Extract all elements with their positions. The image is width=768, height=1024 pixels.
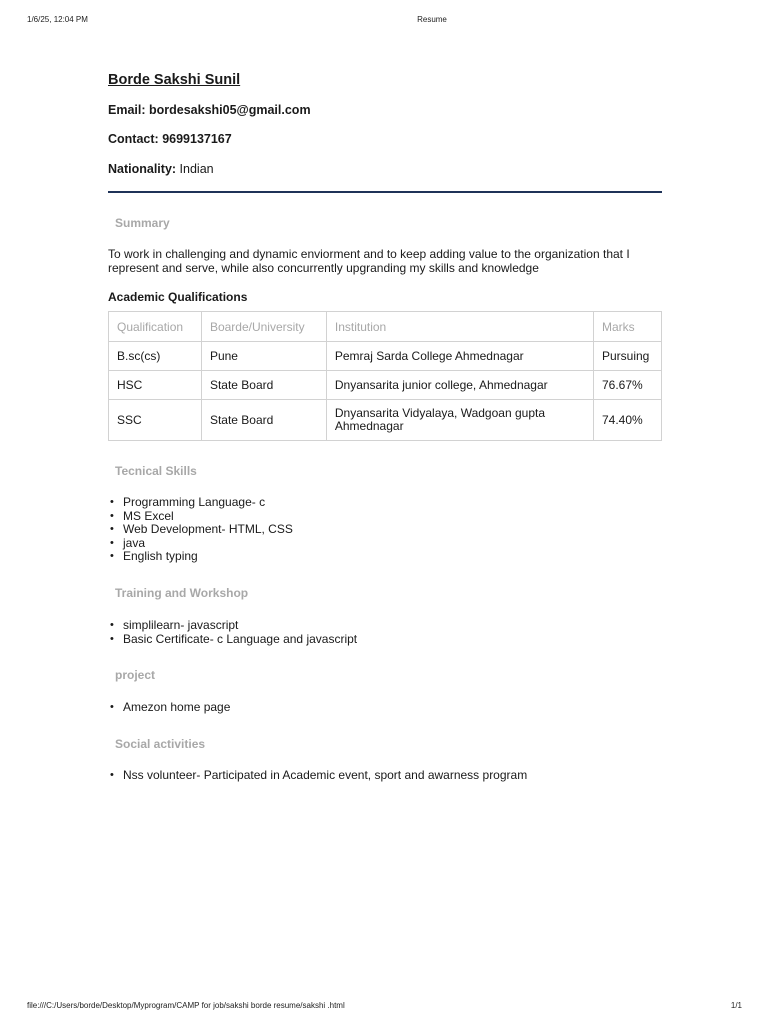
summary-text: To work in challenging and dynamic enviorment and to keep adding value to the organization that I represent and serve, while also concurrently upgranding my skills and knowledge bbox=[108, 247, 630, 275]
column-header: Institution bbox=[326, 312, 593, 342]
list-item: • MS Excel bbox=[123, 510, 293, 524]
table-cell: Pune bbox=[201, 342, 326, 371]
contact-label: Contact: bbox=[108, 132, 159, 146]
table-row bbox=[109, 400, 662, 441]
candidate-name: Borde Sakshi Sunil bbox=[108, 72, 241, 88]
print-header bbox=[0, 15, 768, 27]
nationality-value: Indian bbox=[179, 162, 214, 176]
list-item: • Programming Language- c bbox=[123, 496, 293, 510]
email-label: Email: bbox=[108, 103, 146, 117]
table-cell: Pursuing bbox=[593, 342, 661, 371]
table-header-row bbox=[109, 312, 662, 342]
contact-value: 9699137167 bbox=[162, 132, 232, 146]
print-date: 1/6/25, 12:04 PM bbox=[27, 15, 88, 24]
training-heading: Training and Workshop bbox=[115, 586, 249, 600]
email-value: bordesakshi05@gmail.com bbox=[149, 103, 311, 117]
file-path: file:///C:/Users/borde/Desktop/Myprogram/CAMP for job/sakshi borde resume/sakshi .html bbox=[27, 1001, 345, 1010]
project-heading: project bbox=[115, 668, 156, 682]
list-item: • simplilearn- javascript bbox=[123, 619, 357, 633]
page-count: 1/1 bbox=[730, 1001, 742, 1010]
table-cell: SSC bbox=[109, 400, 202, 441]
column-header: Marks bbox=[593, 312, 661, 342]
list-item: • English typing bbox=[123, 550, 293, 564]
print-title: Resume bbox=[417, 15, 447, 24]
list-item: • Basic Certificate- c Language and javascript bbox=[123, 633, 357, 647]
skills-heading: Tecnical Skills bbox=[115, 464, 197, 478]
summary-heading: Summary bbox=[115, 216, 170, 230]
email-line bbox=[108, 103, 311, 117]
table-cell: Pemraj Sarda College Ahmednagar bbox=[326, 342, 593, 371]
table-row bbox=[109, 342, 662, 371]
table-cell: B.sc(cs) bbox=[109, 342, 202, 371]
nationality-line bbox=[108, 162, 214, 176]
list-item: • Amezon home page bbox=[123, 701, 230, 715]
qualifications-table bbox=[108, 311, 662, 441]
table-cell: Dnyansarita Vidyalaya, Wadgoan gupta Ahmednagar bbox=[326, 400, 593, 441]
training-list bbox=[123, 619, 357, 646]
social-heading: Social activities bbox=[115, 737, 206, 751]
social-list bbox=[123, 769, 527, 783]
table-cell: 76.67% bbox=[593, 371, 661, 400]
table-cell: State Board bbox=[201, 371, 326, 400]
list-item: • java bbox=[123, 537, 293, 551]
list-item: • Web Development- HTML, CSS bbox=[123, 523, 293, 537]
project-list bbox=[123, 701, 230, 715]
column-header: Boarde/University bbox=[201, 312, 326, 342]
table-cell: 74.40% bbox=[593, 400, 661, 441]
list-item: • Nss volunteer- Participated in Academic event, sport and awarness program bbox=[123, 769, 527, 783]
table-cell: HSC bbox=[109, 371, 202, 400]
nationality-label: Nationality: bbox=[108, 162, 177, 176]
table-row bbox=[109, 371, 662, 400]
table-cell: State Board bbox=[201, 400, 326, 441]
print-footer bbox=[0, 1001, 768, 1013]
skills-list bbox=[123, 496, 293, 564]
academic-heading: Academic Qualifications bbox=[108, 290, 248, 304]
column-header: Qualification bbox=[109, 312, 202, 342]
table-cell: Dnyansarita junior college, Ahmednagar bbox=[326, 371, 593, 400]
contact-line bbox=[108, 132, 232, 146]
header-divider bbox=[108, 191, 662, 193]
